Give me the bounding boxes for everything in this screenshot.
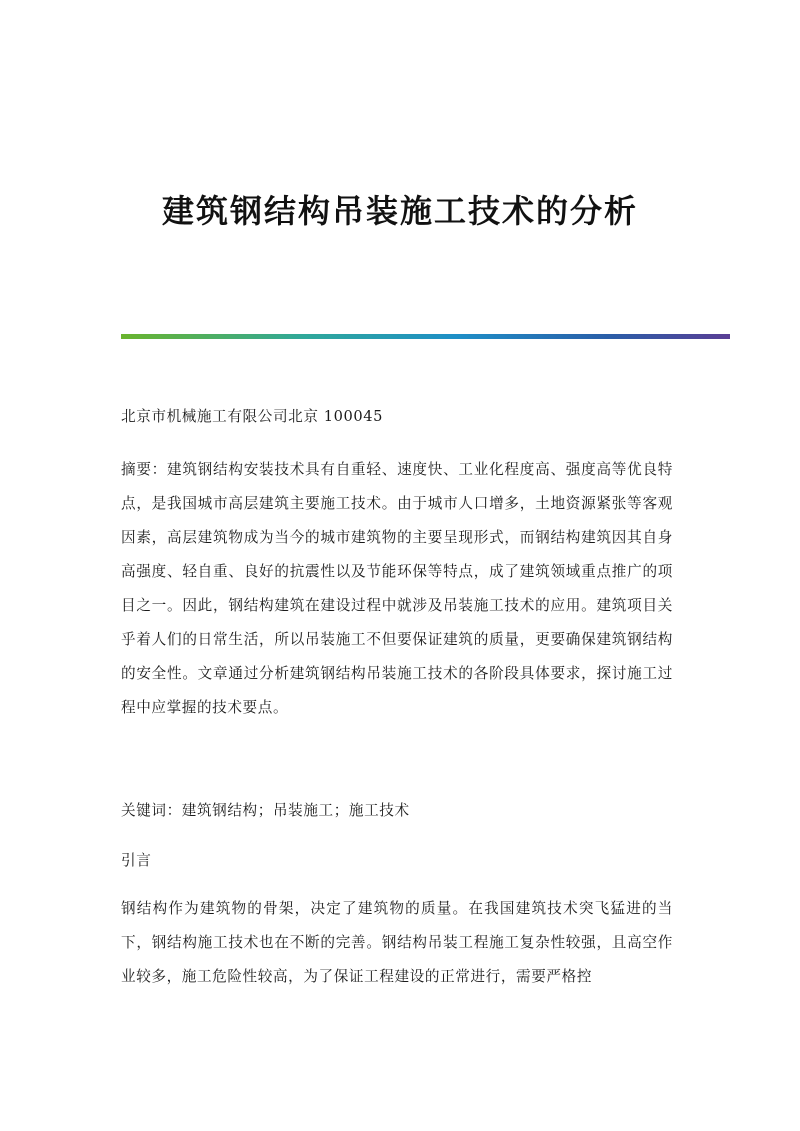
author-affiliation: 北京市机械施工有限公司北京 100045	[121, 408, 384, 425]
introduction-paragraph: 钢结构作为建筑物的骨架，决定了建筑物的质量。在我国建筑技术突飞猛进的当下，钢结构施工技术也在不断的完善。钢结构吊装工程施工复杂性较强，且高空作业较多，施工危险性较高，为了保证工程建设的正常进行，需要严格控	[121, 900, 673, 985]
abstract-paragraph: 摘要：建筑钢结构安装技术具有自重轻、速度快、工业化程度高、强度高等优良特点，是我国城市高层建筑主要施工技术。由于城市人口增多，土地资源紧张等客观因素，高层建筑物成为当今的城市建筑物的主要呈现形式，而钢结构建筑因其自身高强度、轻自重、良好的抗震性以及节能环保等特点，成了建筑领域重点推广的项目之一。因此，钢结构建筑在建设过程中就涉及吊装施工技术的应用。建筑项目关乎着人们的日常生活，所以吊装施工不但要保证建筑的质量，更要确保建筑钢结构的安全性。文章通过分析建筑钢结构吊装施工技术的各阶段具体要求，探讨施工过程中应掌握的技术要点。	[121, 461, 673, 716]
document-title: 建筑钢结构吊装施工技术的分析	[161, 192, 638, 230]
title-divider	[121, 334, 730, 339]
keywords-line: 关键词：建筑钢结构；吊装施工；施工技术	[121, 802, 410, 819]
section-heading-introduction: 引言	[121, 852, 152, 869]
